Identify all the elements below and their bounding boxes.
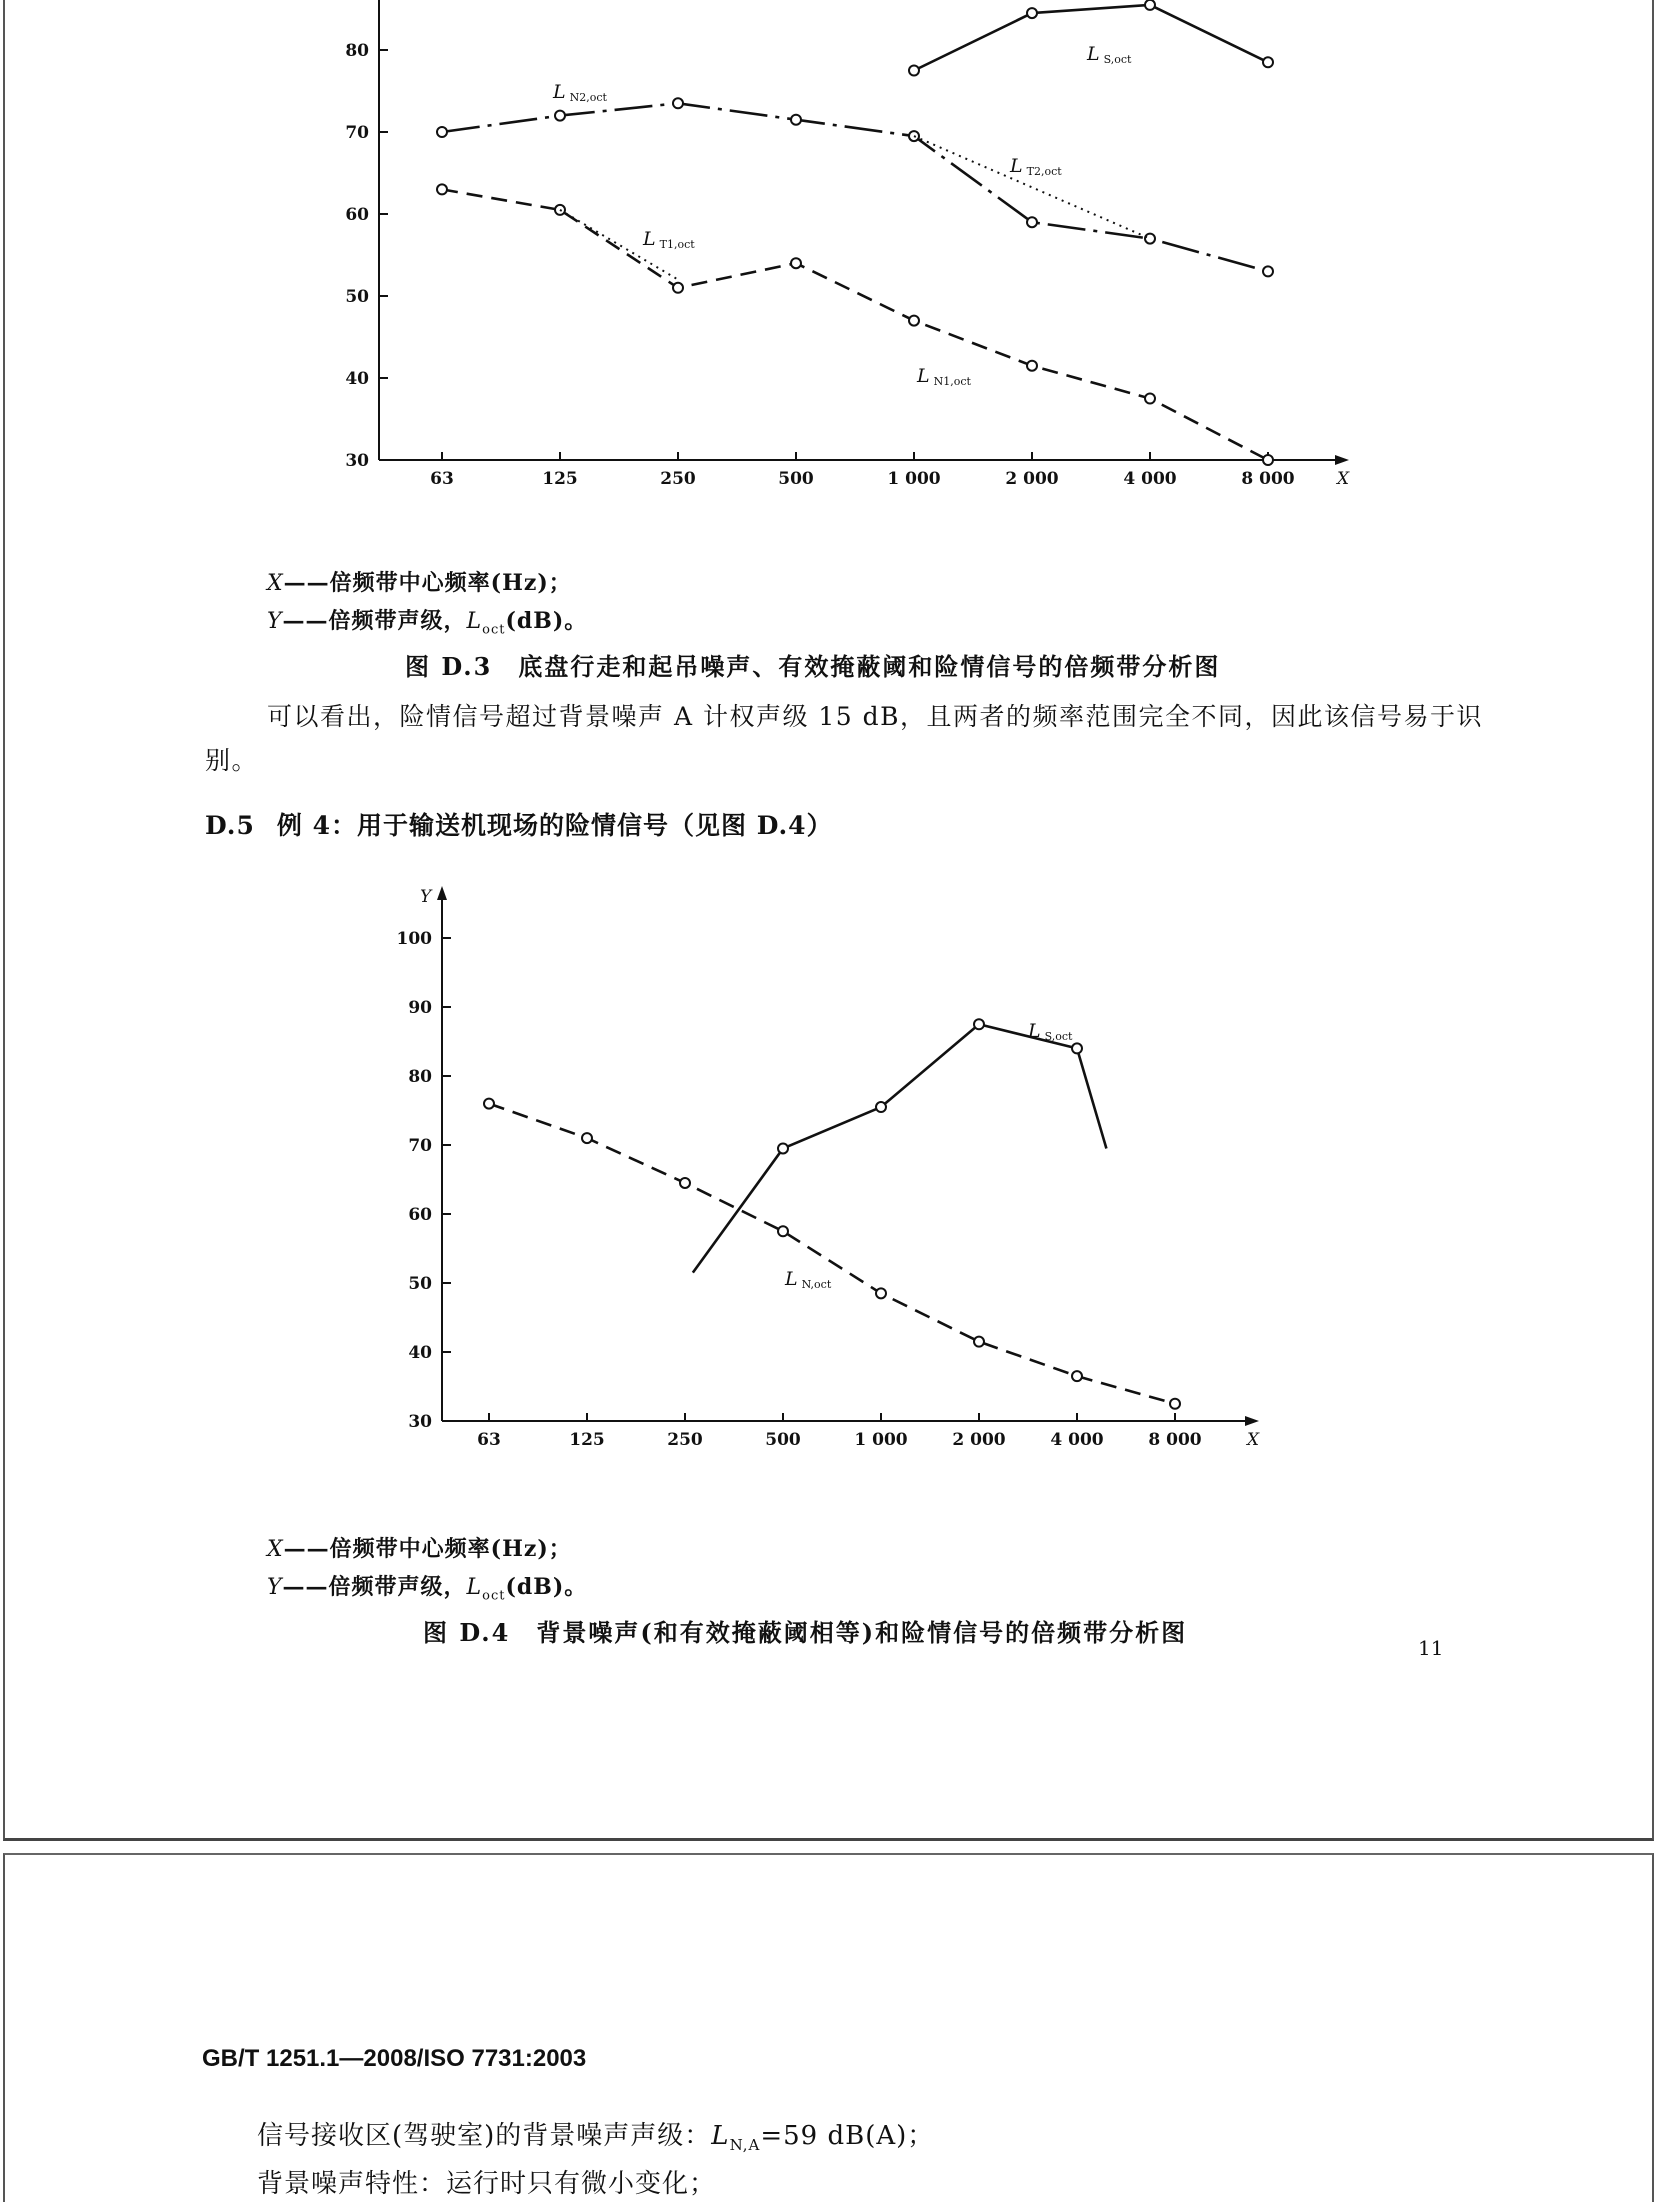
y-tick-label: 70 [408, 1136, 432, 1156]
series-l-n-oct-point [876, 1288, 886, 1298]
x-symbol: X [267, 571, 284, 596]
series-l-s-oct-point [1263, 57, 1273, 67]
y-unit: (dB)。 [505, 608, 588, 634]
x-symbol: X [267, 1537, 284, 1562]
figure-d4-chart [5, 880, 1652, 1460]
series-l-n-oct-point [582, 1133, 592, 1143]
y-variable-sub: oct [482, 1588, 506, 1604]
y-tick-label: 50 [408, 1274, 432, 1294]
figure-d4-caption [423, 1613, 1187, 1648]
x-description: ——倍频带中心频率(Hz)； [283, 570, 572, 596]
series-l-n-oct-point [484, 1099, 494, 1109]
series-l-s-oct-point [909, 66, 919, 76]
y-description: ——倍频带声级， [282, 1574, 467, 1600]
standard-code: GB/T 1251.1—2008/ISO 7731:2003 [202, 2045, 587, 2072]
x-tick-label: 250 [667, 1430, 703, 1450]
figure-d4-title: 背景噪声(和有效掩蔽阈相等)和险情信号的倍频带分析图 [536, 1618, 1188, 1647]
x-tick-label: 125 [569, 1430, 605, 1450]
x-tick-label: 4 000 [1050, 1430, 1104, 1450]
x-tick-label: 2 000 [1005, 469, 1059, 489]
series-l-n1-oct-point [909, 316, 919, 326]
series-l-n2-oct-point [1027, 217, 1037, 227]
series-l-n1-oct-point [1263, 455, 1273, 465]
series-l-s-oct-point [974, 1019, 984, 1029]
y-unit: (dB)。 [505, 1574, 588, 1600]
x-tick-label: 500 [765, 1430, 801, 1450]
y-symbol: Y [267, 609, 283, 634]
figure-d4-number: 图 D.4 [423, 1618, 511, 1647]
x-tick-label: 1 000 [854, 1430, 908, 1450]
series-l-n1-oct-point [1027, 361, 1037, 371]
page-gap [0, 1841, 1655, 1853]
figure-d4 [5, 880, 1652, 1460]
x-tick-label: 250 [660, 469, 696, 489]
series-l-n-oct-label: L N,oct [785, 1268, 832, 1291]
y-variable-sub: oct [482, 622, 506, 638]
series-l-n-oct-point [680, 1178, 690, 1188]
series-l-n2-oct-point [437, 127, 447, 137]
y-tick-label: 60 [408, 1205, 432, 1225]
series-l-n2-oct-point [673, 98, 683, 108]
section-number: D.5 [205, 811, 255, 840]
series-l-n1-oct-point [791, 258, 801, 268]
series-l-n1-oct-label: L N1,oct [917, 365, 971, 388]
y-symbol: Y [267, 1575, 283, 1600]
series-l-n2-oct-point [1263, 266, 1273, 276]
figure-d3-legend-y [267, 604, 587, 637]
y-tick-label: 30 [408, 1412, 432, 1432]
figure-d4-legend-y [267, 1570, 587, 1603]
y-tick-label: 30 [345, 451, 369, 471]
series-l-s-oct-point [778, 1143, 788, 1153]
section-title: 例 4：用于输送机现场的险情信号（见图 D.4） [276, 811, 833, 840]
y-tick-label: 90 [408, 998, 432, 1018]
series-l-n1-oct-point [673, 283, 683, 293]
series-l-s-oct-point [876, 1102, 886, 1112]
background-noise-level-line [257, 2115, 934, 2154]
series-l-n1-oct-point [1145, 394, 1155, 404]
y-tick-label: 80 [408, 1067, 432, 1087]
figure-d3-caption [405, 647, 1220, 682]
series-l-s-oct-label: L S,oct [1028, 1020, 1073, 1043]
line1-prefix: 信号接收区(驾驶室)的背景噪声声级： [257, 2121, 712, 2151]
series-l-s-oct-line [693, 1024, 1107, 1272]
series-l-n1-oct-point [437, 184, 447, 194]
series-l-t1-oct-label: L T1,oct [643, 228, 695, 251]
background-noise-characteristic-line: 背景噪声特性：运行时只有微小变化； [257, 2169, 717, 2199]
body-paragraph: 可以看出，险情信号超过背景噪声 A 计权声级 15 dB，且两者的频率范围完全不同，因此该信号易于识别。 [205, 702, 1484, 775]
series-l-n2-oct-point [1145, 234, 1155, 244]
x-tick-label: 125 [542, 469, 578, 489]
y-variable: L [466, 609, 483, 634]
series-l-t2-oct-label: L T2,oct [1010, 155, 1062, 178]
series-l-n2-oct-point [791, 115, 801, 125]
line1-variable-sub: N,A [729, 2136, 761, 2155]
page-2 [3, 1853, 1654, 2202]
series-l-n-oct-point [778, 1226, 788, 1236]
figure-d3-title: 底盘行走和起吊噪声、有效掩蔽阈和险情信号的倍频带分析图 [518, 652, 1221, 681]
y-description: ——倍频带声级， [282, 608, 467, 634]
x-tick-label: 8 000 [1241, 469, 1295, 489]
series-l-n-oct-point [1072, 1371, 1082, 1381]
x-axis-arrow [1335, 455, 1349, 465]
figure-d3 [5, 0, 1652, 500]
x-tick-label: 8 000 [1148, 1430, 1202, 1450]
line1-value: =59 dB(A)； [760, 2121, 935, 2151]
y-axis-symbol: Y [420, 887, 432, 907]
series-l-n2-oct-point [555, 111, 565, 121]
figure-d3-legend-x [267, 566, 572, 597]
series-l-n2-oct-label: L N2,oct [553, 81, 607, 104]
x-axis-symbol: X [1247, 1430, 1260, 1450]
line1-variable: L [711, 2121, 730, 2151]
x-description: ——倍频带中心频率(Hz)； [283, 1536, 572, 1562]
series-l-s-oct-point [1145, 0, 1155, 10]
figure-d3-chart [5, 0, 1652, 500]
y-axis-arrow [437, 886, 447, 900]
page-number: 11 [1418, 1636, 1444, 1660]
series-l-n-oct-point [974, 1337, 984, 1347]
x-axis-symbol: X [1337, 469, 1350, 489]
x-tick-label: 63 [477, 1430, 501, 1450]
series-l-n-oct-line [489, 1104, 1175, 1404]
y-tick-label: 40 [408, 1343, 432, 1363]
y-tick-label: 60 [345, 205, 369, 225]
x-tick-label: 2 000 [952, 1430, 1006, 1450]
y-tick-label: 50 [345, 287, 369, 307]
y-tick-label: 70 [345, 123, 369, 143]
x-axis-arrow [1245, 1416, 1259, 1426]
series-l-n2-oct-line [442, 103, 1268, 271]
series-l-n1-oct-line [442, 189, 1268, 460]
figure-d4-legend-x [267, 1532, 572, 1563]
y-variable: L [466, 1575, 483, 1600]
y-tick-label: 80 [345, 41, 369, 61]
series-l-s-oct-label: L S,oct [1087, 43, 1132, 66]
series-l-n-oct-point [1170, 1399, 1180, 1409]
x-tick-label: 1 000 [887, 469, 941, 489]
x-tick-label: 4 000 [1123, 469, 1177, 489]
y-tick-label: 40 [345, 369, 369, 389]
x-tick-label: 63 [430, 469, 454, 489]
section-heading-d5 [205, 806, 833, 842]
page-1 [3, 0, 1654, 1841]
y-tick-label: 100 [396, 929, 432, 949]
x-tick-label: 500 [778, 469, 814, 489]
figure-d3-number: 图 D.3 [405, 652, 493, 681]
series-l-s-oct-point [1027, 8, 1037, 18]
series-l-s-oct-point [1072, 1043, 1082, 1053]
